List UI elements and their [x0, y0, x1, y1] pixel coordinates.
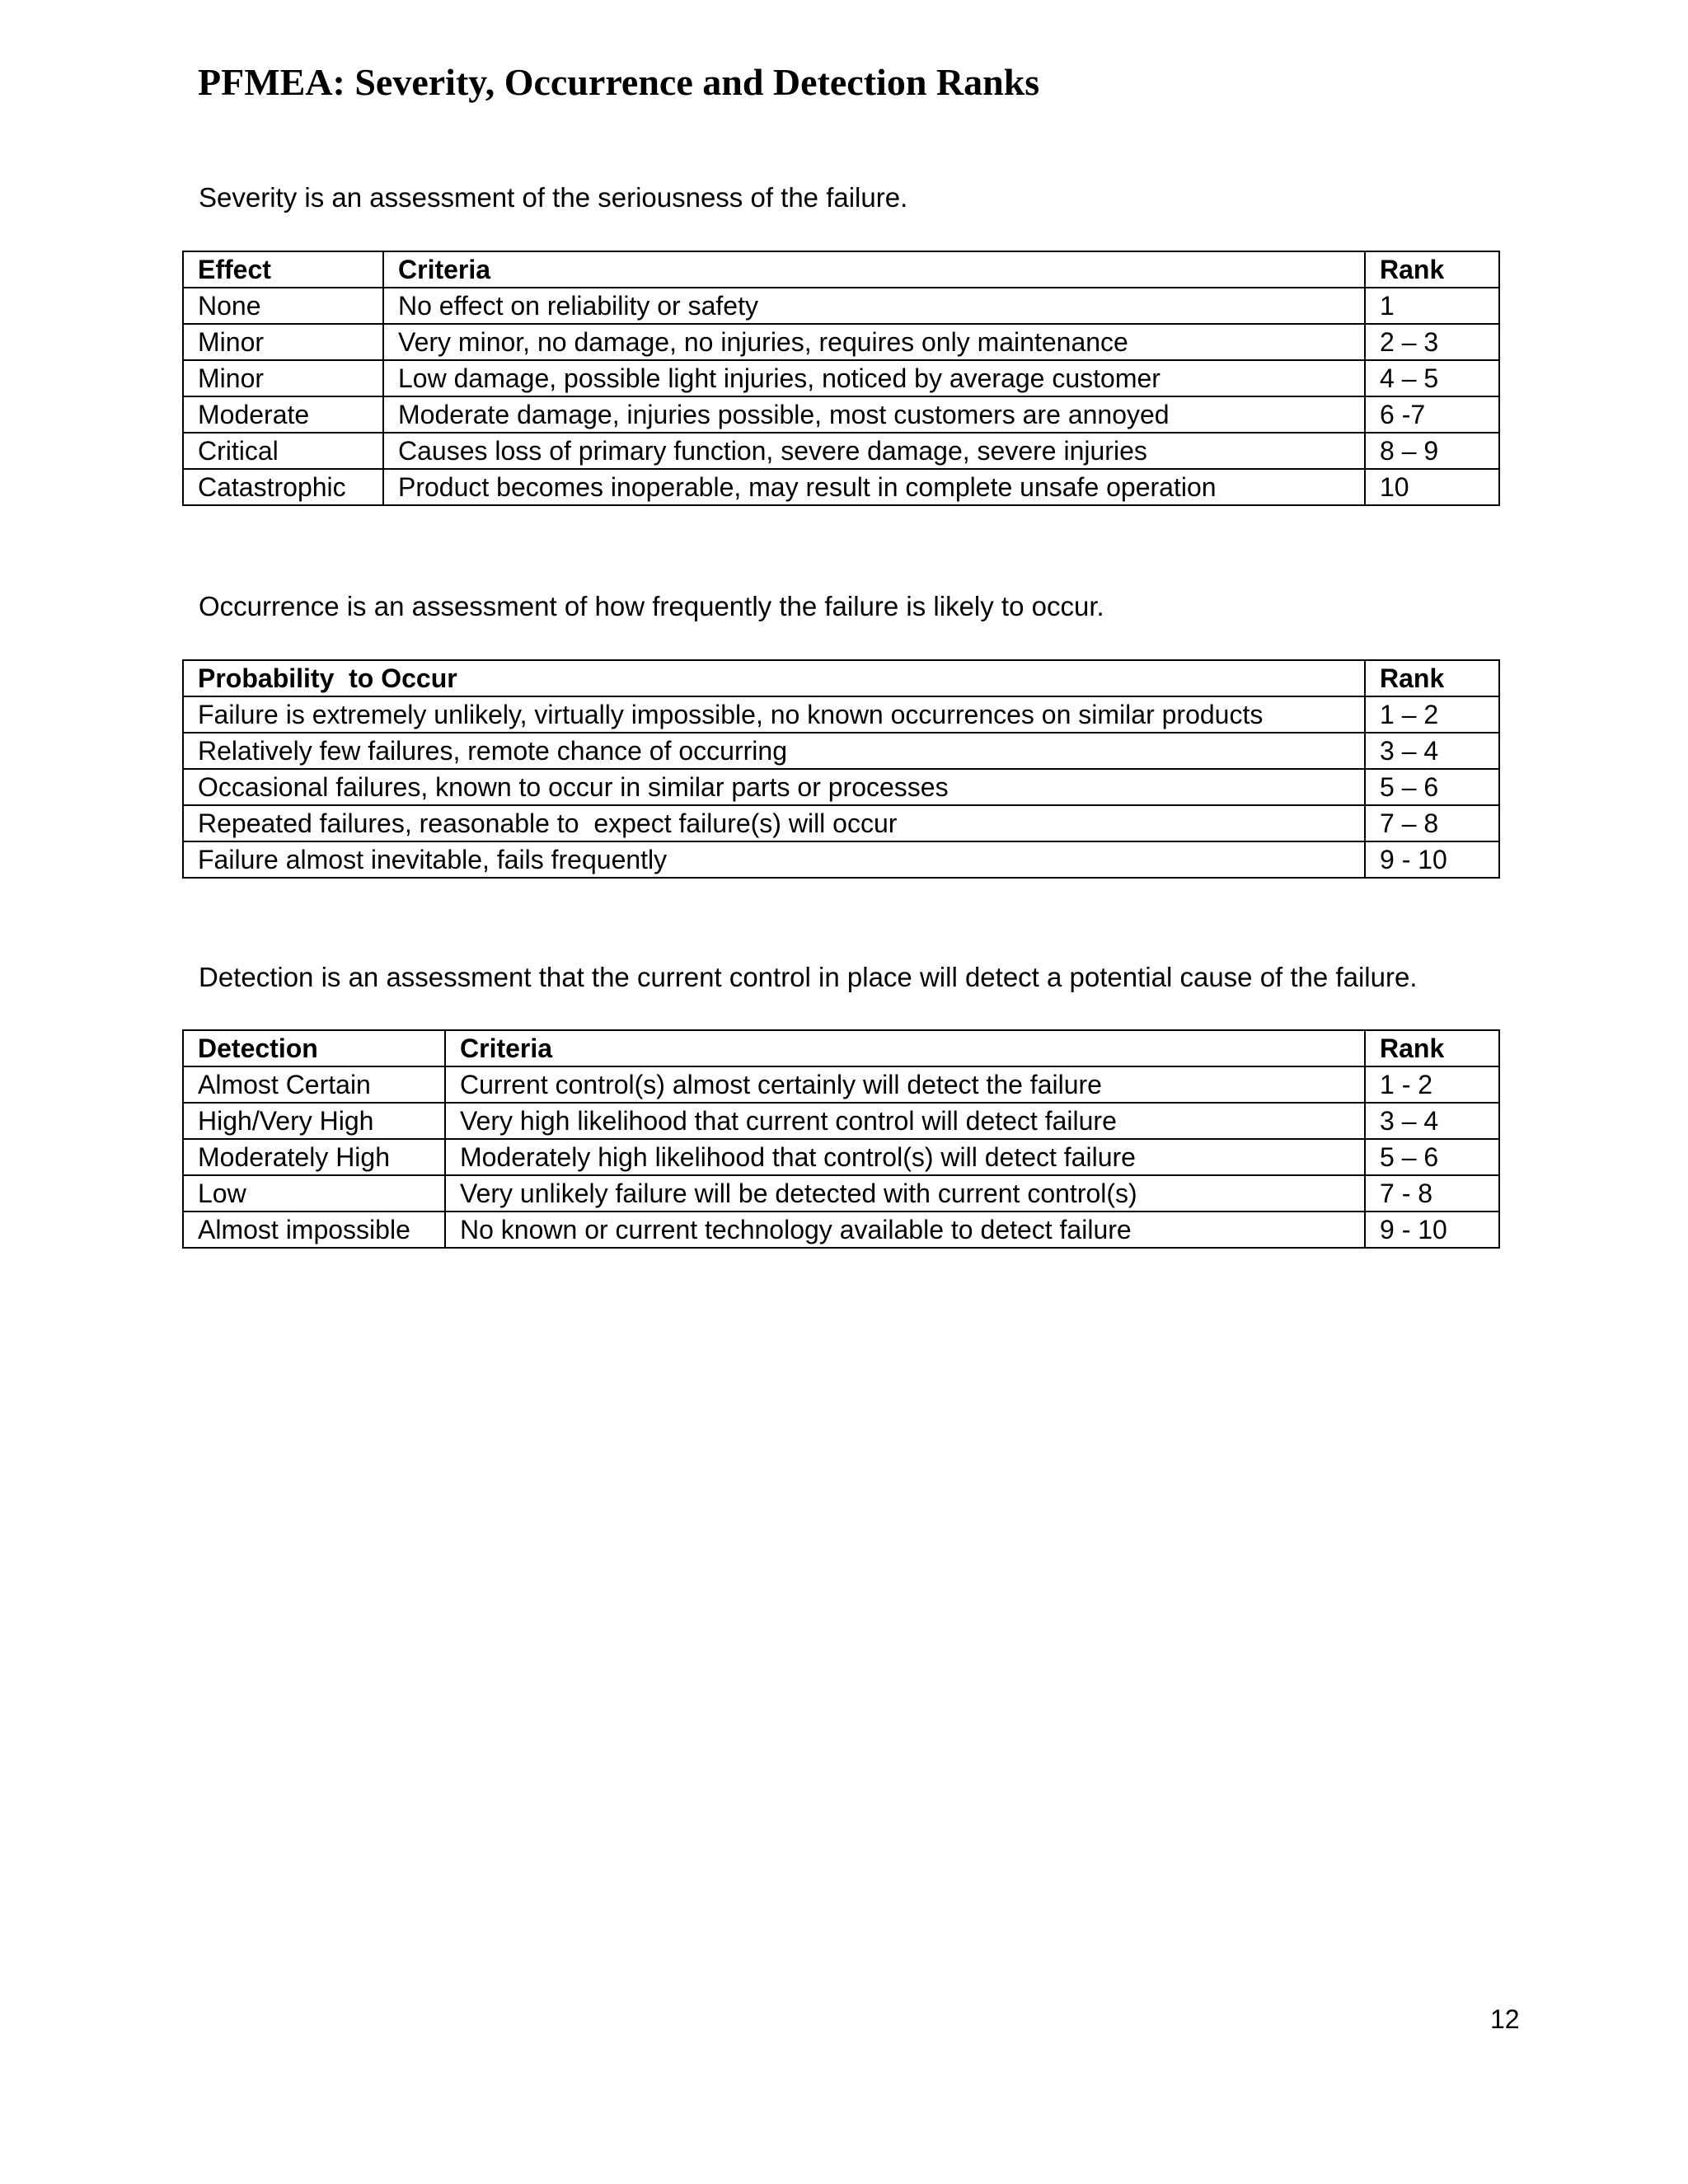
- effect-cell: None: [183, 288, 383, 324]
- detection-cell: Almost impossible: [183, 1212, 445, 1248]
- rank-cell: 9 - 10: [1365, 1212, 1499, 1248]
- criteria-cell: Very high likelihood that current control will detect failure: [445, 1103, 1365, 1139]
- detection-cell: Almost Certain: [183, 1066, 445, 1103]
- rank-cell: 1 - 2: [1365, 1066, 1499, 1103]
- table-header-row: [183, 1030, 1499, 1066]
- criteria-cell: Causes loss of primary function, severe damage, severe injuries: [383, 433, 1365, 469]
- detection-cell: Moderately High: [183, 1139, 445, 1175]
- effect-cell: Minor: [183, 360, 383, 396]
- severity-intro: Severity is an assessment of the seriousness of the failure.: [199, 182, 908, 213]
- rank-cell: 3 – 4: [1365, 733, 1499, 769]
- criteria-cell: Current control(s) almost certainly will detect the failure: [445, 1066, 1365, 1103]
- probability-cell: Failure almost inevitable, fails frequently: [183, 841, 1365, 878]
- criteria-cell: Moderately high likelihood that control(s) will detect failure: [445, 1139, 1365, 1175]
- rank-cell: 5 – 6: [1365, 1139, 1499, 1175]
- column-header-rank: Rank: [1365, 251, 1499, 288]
- table-row: [183, 1175, 1499, 1212]
- criteria-cell: Product becomes inoperable, may result in complete unsafe operation: [383, 469, 1365, 505]
- table-row: [183, 1139, 1499, 1175]
- rank-cell: 7 - 8: [1365, 1175, 1499, 1212]
- effect-cell: Moderate: [183, 396, 383, 433]
- detection-cell: High/Very High: [183, 1103, 445, 1139]
- table-row: [183, 288, 1499, 324]
- detection-intro: Detection is an assessment that the current control in place will detect a potential cause of the failure.: [199, 962, 1418, 992]
- column-header-probability: Probability to Occur: [183, 660, 1365, 696]
- table-row: [183, 469, 1499, 505]
- probability-cell: Failure is extremely unlikely, virtually impossible, no known occurrences on similar products: [183, 696, 1365, 733]
- criteria-cell: Very minor, no damage, no injuries, requires only maintenance: [383, 324, 1365, 360]
- probability-cell: Repeated failures, reasonable to expect failure(s) will occur: [183, 805, 1365, 841]
- detection-cell: Low: [183, 1175, 445, 1212]
- column-header-detection: Detection: [183, 1030, 445, 1066]
- rank-cell: 3 – 4: [1365, 1103, 1499, 1139]
- rank-cell: 5 – 6: [1365, 769, 1499, 805]
- rank-cell: 1: [1365, 288, 1499, 324]
- criteria-cell: Very unlikely failure will be detected with current control(s): [445, 1175, 1365, 1212]
- column-header-rank: Rank: [1365, 660, 1499, 696]
- column-header-rank: Rank: [1365, 1030, 1499, 1066]
- rank-cell: 8 – 9: [1365, 433, 1499, 469]
- column-header-criteria: Criteria: [383, 251, 1365, 288]
- table-row: [183, 841, 1499, 878]
- table-row: [183, 433, 1499, 469]
- detection-table: [182, 1029, 1500, 1249]
- rank-cell: 10: [1365, 469, 1499, 505]
- rank-cell: 7 – 8: [1365, 805, 1499, 841]
- probability-cell: Occasional failures, known to occur in similar parts or processes: [183, 769, 1365, 805]
- page-number: 12: [1490, 2004, 1520, 2034]
- column-header-effect: Effect: [183, 251, 383, 288]
- effect-cell: Catastrophic: [183, 469, 383, 505]
- rank-cell: 4 – 5: [1365, 360, 1499, 396]
- table-row: [183, 396, 1499, 433]
- criteria-cell: Low damage, possible light injuries, noticed by average customer: [383, 360, 1365, 396]
- effect-cell: Minor: [183, 324, 383, 360]
- table-row: [183, 324, 1499, 360]
- criteria-cell: Moderate damage, injuries possible, most customers are annoyed: [383, 396, 1365, 433]
- rank-cell: 1 – 2: [1365, 696, 1499, 733]
- table-row: [183, 696, 1499, 733]
- table-row: [183, 733, 1499, 769]
- criteria-cell: No effect on reliability or safety: [383, 288, 1365, 324]
- occurrence-table: [182, 659, 1500, 879]
- column-header-criteria: Criteria: [445, 1030, 1365, 1066]
- table-row: [183, 1066, 1499, 1103]
- rank-cell: 9 - 10: [1365, 841, 1499, 878]
- table-row: [183, 769, 1499, 805]
- table-row: [183, 805, 1499, 841]
- severity-table: [182, 251, 1500, 506]
- table-header-row: [183, 251, 1499, 288]
- criteria-cell: No known or current technology available to detect failure: [445, 1212, 1365, 1248]
- rank-cell: 2 – 3: [1365, 324, 1499, 360]
- probability-cell: Relatively few failures, remote chance of occurring: [183, 733, 1365, 769]
- table-row: [183, 360, 1499, 396]
- page-title: PFMEA: Severity, Occurrence and Detection Ranks: [198, 61, 1040, 103]
- table-row: [183, 1103, 1499, 1139]
- effect-cell: Critical: [183, 433, 383, 469]
- table-header-row: [183, 660, 1499, 696]
- occurrence-intro: Occurrence is an assessment of how frequently the failure is likely to occur.: [199, 591, 1104, 621]
- table-row: [183, 1212, 1499, 1248]
- rank-cell: 6 -7: [1365, 396, 1499, 433]
